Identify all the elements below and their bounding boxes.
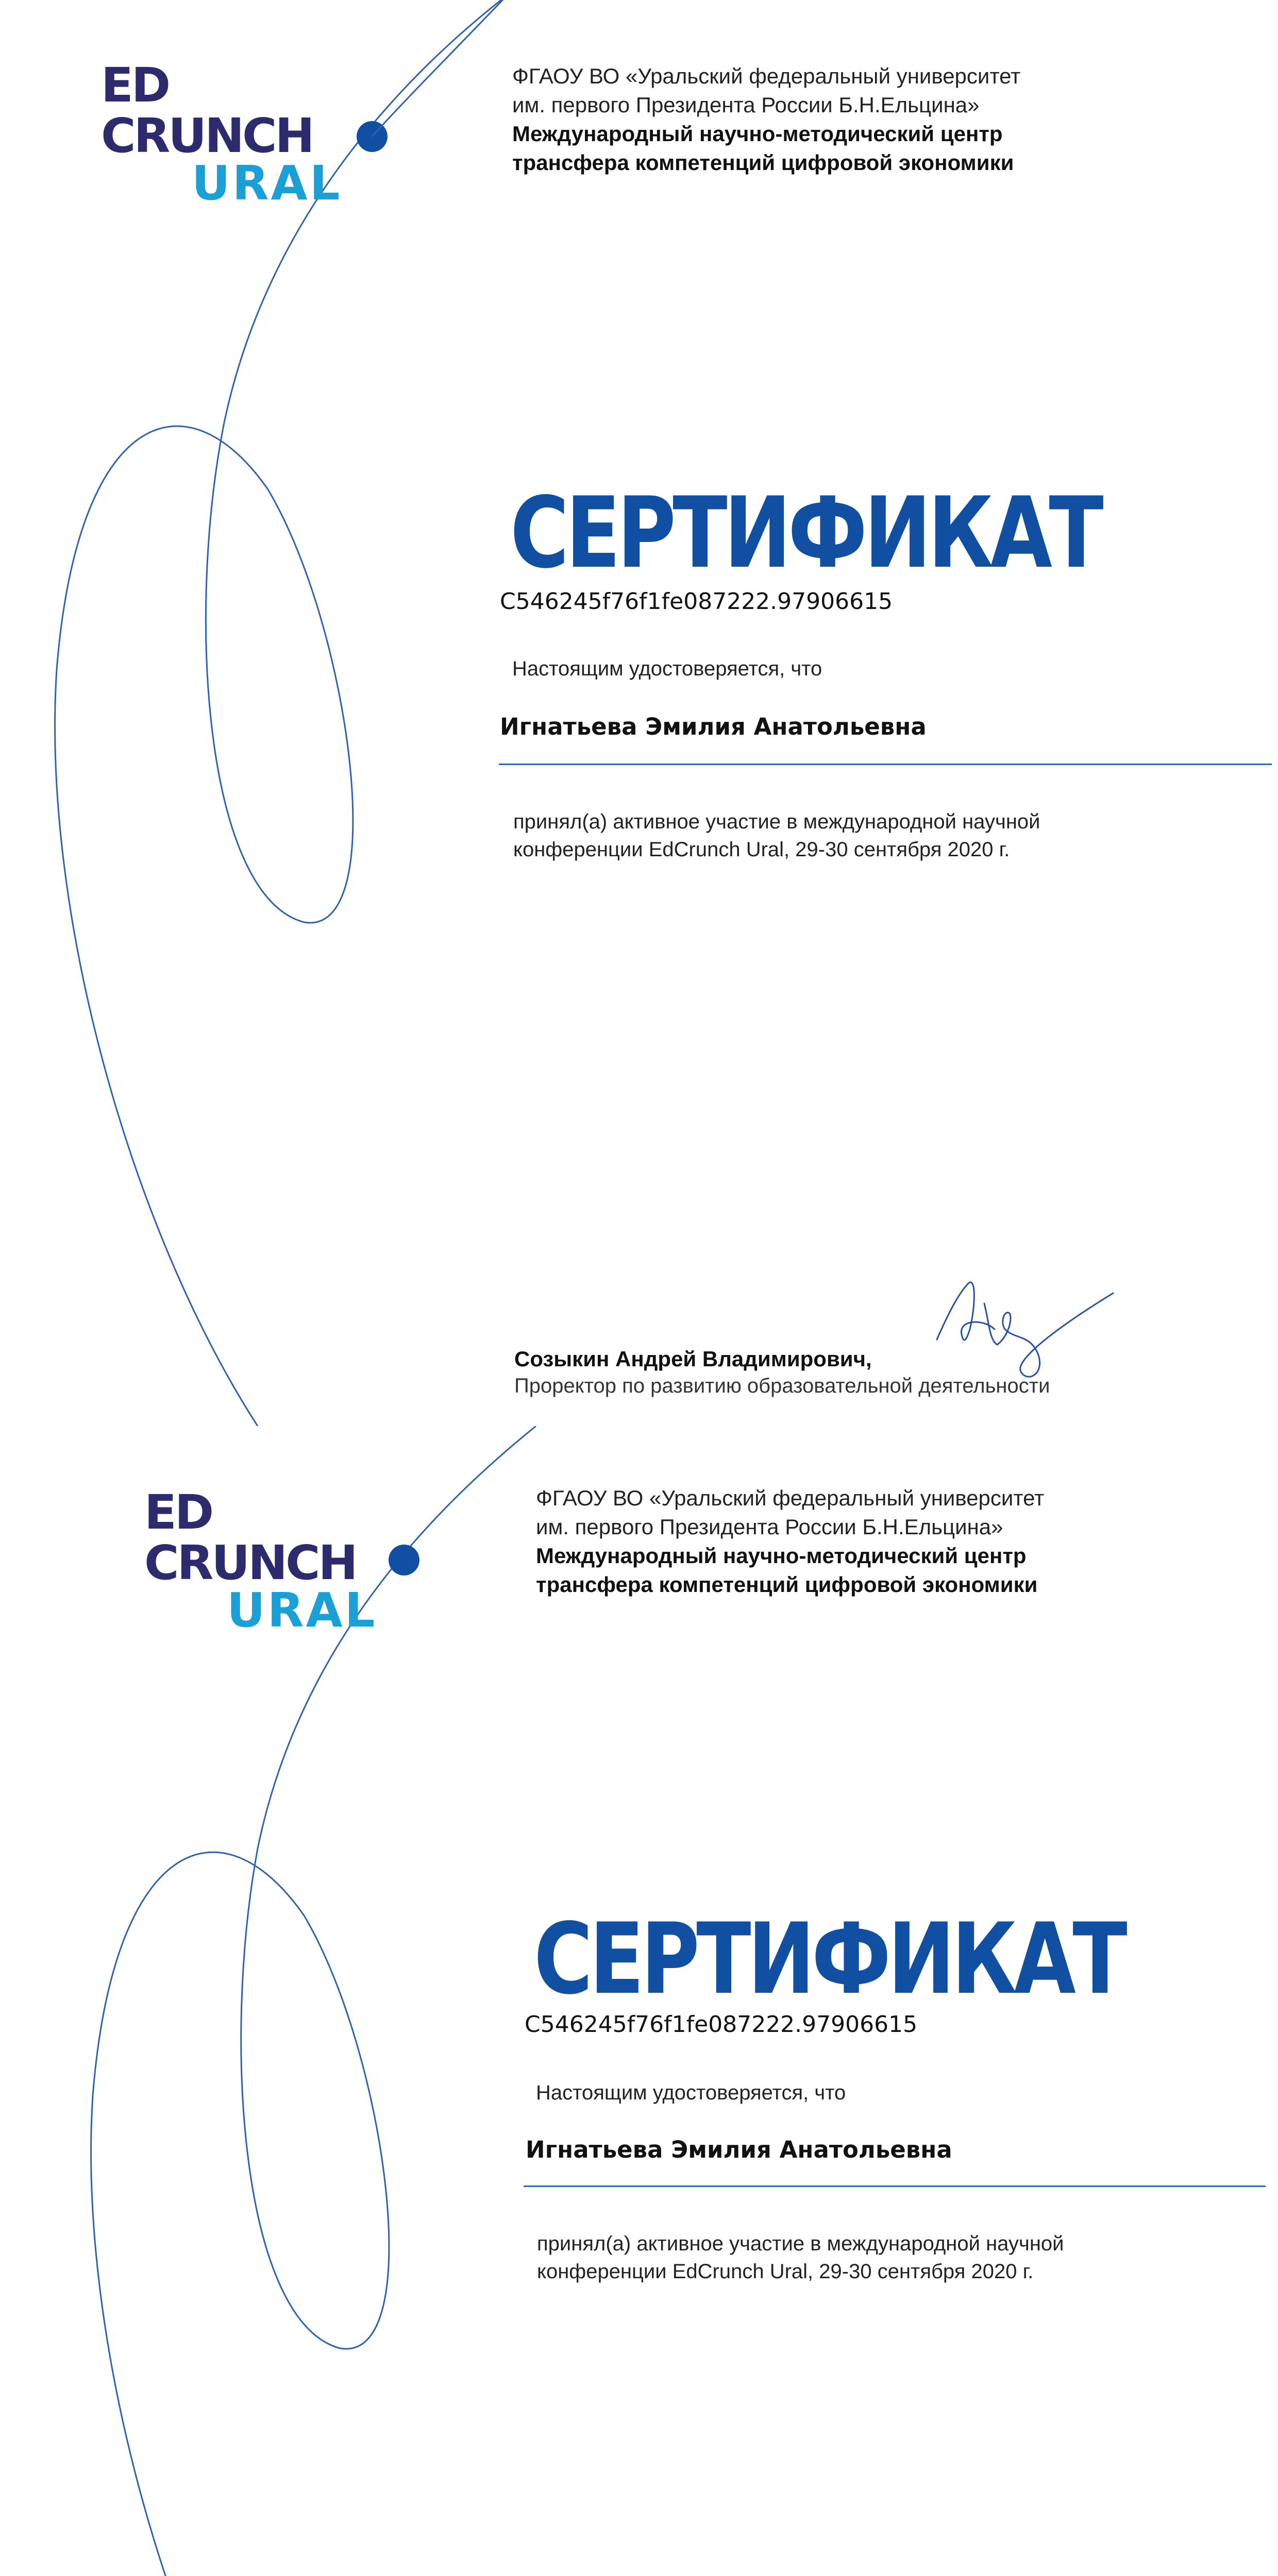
recipient-name: Игнатьева Эмилия Анатольевна [526, 2136, 952, 2163]
org-line-4: трансфера компетенций цифровой экономики [512, 150, 1014, 175]
org-line-2: им. первого Президента России Б.Н.Ельцина» [536, 1515, 1003, 1539]
org-line-3: Международный научно-методический центр [512, 122, 1003, 146]
recipient-underline [499, 764, 1272, 765]
description-line-2: конференции EdCrunch Ural, 29-30 сентября 2020 г. [513, 838, 1010, 861]
recipient-name: Игнатьева Эмилия Анатольевна [500, 713, 927, 740]
description-line-1: принял(а) активное участие в международной научной [537, 2232, 1064, 2255]
edcrunch-logo: ED CRUNCH URAL [101, 58, 342, 211]
signer-name: Созыкин Андрей Владимирович, [514, 1347, 872, 1371]
certificate-title: СЕРТИФИКАТ [534, 1902, 1124, 2016]
participation-description [537, 2230, 1064, 2285]
org-line-1: ФГАОУ ВО «Уральский федеральный университет [536, 1486, 1045, 1510]
certificate-id: C546245f76f1fe087222.97906615 [525, 2011, 918, 2038]
org-line-1: ФГАОУ ВО «Уральский федеральный университет [512, 64, 1021, 88]
organization-block [512, 62, 1020, 177]
logo-dot-icon [389, 1545, 419, 1575]
certificate-id: C546245f76f1fe087222.97906615 [500, 588, 893, 615]
org-line-4: трансфера компетенций цифровой экономики [536, 1572, 1038, 1597]
logo-dot-icon [357, 121, 388, 152]
certificate-title: СЕРТИФИКАТ [510, 476, 1101, 590]
organization-block [536, 1484, 1044, 1599]
description-line-2: конференции EdCrunch Ural, 29-30 сентября 2020 г. [537, 2260, 1034, 2283]
certificate-page-2 [0, 1426, 1278, 2576]
participation-description [513, 808, 1040, 863]
signer-block [514, 1346, 1050, 1399]
signer-position: Проректор по развитию образовательной деятельности [514, 1375, 1050, 1397]
description-line-1: принял(а) активное участие в международной научной [513, 810, 1040, 833]
org-line-3: Международный научно-методический центр [536, 1544, 1027, 1568]
recipient-underline [524, 2185, 1266, 2187]
edcrunch-logo: ED CRUNCH URAL [144, 1485, 377, 1638]
intro-text: Настоящим удостоверяется, что [512, 657, 822, 680]
intro-text: Настоящим удостоверяется, что [536, 2081, 846, 2104]
org-line-2: им. первого Президента России Б.Н.Ельцина» [512, 93, 980, 117]
